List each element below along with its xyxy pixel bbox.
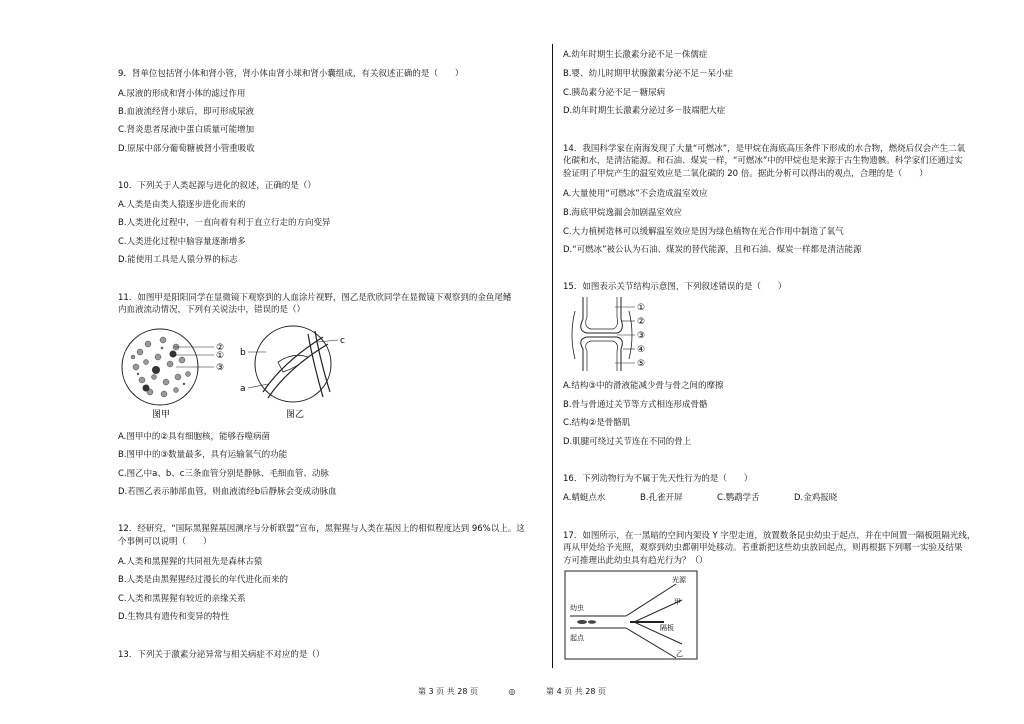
figure-b-label: 图乙	[286, 410, 305, 420]
figure-b-mark-c: c	[340, 336, 345, 346]
figure-a-mark-2: ②	[216, 343, 225, 353]
label-start: 起点	[570, 634, 584, 642]
question-13-option-a: A.幼年时期生长激素分泌不足－侏儒症	[563, 50, 708, 60]
figure-b-mark-b: b	[240, 348, 246, 358]
question-12-option-b: B.人类是由黑猩猩经过漫长的年代进化而来的	[118, 575, 289, 585]
question-11-figures	[118, 322, 358, 424]
question-9-option-d: D.原尿中部分葡萄糖被肾小管重吸收	[118, 144, 255, 154]
figure-a-mark-3: ③	[216, 363, 225, 373]
figure-b-mark-a: a	[240, 384, 246, 394]
question-17-stem-line-2: 再从甲处给予光照，观察到幼虫都朝甲处移动。若重新把这些幼虫放回起点，则再根据下列哪一实验及结果	[563, 543, 963, 553]
question-11-option-b: B.图甲中的③数量最多，具有运输氧气的功能	[118, 450, 288, 460]
figure-b-tail-vessels	[240, 326, 345, 420]
question-16-stem: 16．下列动物行为不属于先天性行为的是（ ）	[563, 474, 753, 484]
question-10-option-c: C.人类进化过程中脑容量逐渐增多	[118, 237, 246, 247]
question-16-option-a: A.蜻蜓点水	[563, 493, 606, 503]
question-13-stem: 13．下列关于激素分泌异常与相关病症不对应的是（）	[118, 650, 325, 660]
question-10-option-a: A.人类是由类人猿逐步进化而来的	[118, 200, 246, 210]
question-14-stem-line-2: 化碳和水，是清洁能源。和石油、煤炭一样，“可燃冰”中的甲烷也是来源于古生物遗骸。科学家们还通过实	[563, 156, 963, 166]
question-12-stem-line-1: 12．经研究，“国际黑猩猩基因测序与分析联盟”宣布，黑猩猩与人类在基因上的相似程度达到 96%以上。这	[118, 524, 525, 534]
question-15-joint-figure	[565, 297, 675, 373]
question-12-stem-line-2: 个事例可以说明（ ）	[118, 537, 212, 547]
label-partition: 隔板	[660, 624, 674, 632]
question-9-option-a: A.尿液的形成和肾小体的滤过作用	[118, 89, 246, 99]
column-divider	[552, 44, 553, 668]
question-11-option-c: C.图乙中a、b、c三条血管分别是静脉、毛细血管、动脉	[118, 469, 329, 479]
question-15-option-d: D.肌腱可绕过关节连在不同的骨上	[563, 437, 692, 447]
joint-mark-4: ④	[637, 345, 646, 355]
question-10-option-d: D.能使用工具是人猿分界的标志	[118, 255, 238, 265]
question-16-option-d: D.金鸡报晓	[794, 493, 838, 503]
joint-mark-5: ⑤	[637, 359, 646, 369]
question-14-option-a: A.大量使用“可燃冰”不会造成温室效应	[563, 189, 708, 199]
footer-page-right: 第 4 页 共 28 页	[546, 687, 607, 696]
question-10-option-b: B.人类进化过程中，一直向着有利于直立行走的方向变异	[118, 218, 331, 228]
footer-symbol: ◎	[508, 687, 516, 696]
question-11-option-a: A.图甲中的②具有细胞核，能够吞噬病菌	[118, 432, 270, 442]
question-13-option-d: D.幼年时期生长激素分泌过多－肢端肥大症	[563, 106, 726, 116]
question-17-y-maze-figure	[564, 570, 704, 662]
joint-mark-3: ③	[637, 331, 646, 341]
question-10-stem: 10．下列关于人类起源与进化的叙述，正确的是（）	[118, 181, 316, 191]
label-larva: 幼虫	[570, 604, 584, 612]
figure-a-blood-smear	[122, 329, 224, 420]
question-11-option-d: D.若图乙表示肺部血管，则血液流经b后静脉会变成动脉血	[118, 487, 337, 497]
question-13-option-b: B.婴、幼儿时期甲状腺激素分泌不足－呆小症	[563, 69, 734, 79]
question-14-stem-line-1: 14．我国科学家在南海发现了大量“可燃冰”，是甲烷在海底高压条件下形成的水合物，燃烧后仅会产生二氧	[563, 144, 966, 154]
question-15-option-a: A.结构③中的滑液能减少骨与骨之间的摩擦	[563, 381, 724, 391]
question-15-option-c: C.结构②是骨骼肌	[563, 418, 631, 428]
footer-page-left: 第 3 页 共 28 页	[417, 687, 478, 696]
question-9-stem: 9．肾单位包括肾小体和肾小管，肾小体由肾小球和肾小囊组成，有关叙述正确的是（ ）	[118, 69, 464, 79]
label-yi: 乙	[676, 650, 683, 658]
question-14-option-b: B.海底甲烷逸漏会加剧温室效应	[563, 208, 683, 218]
question-11-stem-line-1: 11．如图甲是阳阳同学在显微镜下观察到的人血涂片视野，图乙是欣欣同学在显微镜下观察到的金鱼尾鳍	[118, 293, 512, 303]
figure-a-label: 图甲	[152, 410, 171, 420]
question-16-option-b: B.孔雀开屏	[640, 493, 683, 503]
question-9-option-c: C.肾炎患者尿液中蛋白质量可能增加	[118, 125, 255, 135]
question-12-option-d: D.生物具有遗传和变异的特性	[118, 612, 230, 622]
question-12-option-a: A.人类和黑猩猩的共同祖先是森林古猿	[118, 557, 263, 567]
question-15-option-b: B.骨与骨通过关节等方式相连形成骨骼	[563, 400, 708, 410]
question-14-option-d: D.“可燃冰”被公认为石油、煤炭的替代能源，且和石油、煤炭一样都是清洁能源	[563, 245, 862, 255]
joint-mark-2: ②	[637, 317, 646, 327]
label-jia: 甲	[674, 598, 681, 606]
question-14-stem-line-3: 验证明了甲烷产生的温室效应是二氧化碳的 20 倍。据此分析可以得出的观点，合理的是（ ）	[563, 169, 928, 179]
question-9-option-b: B.血液流经肾小球后，即可形成尿液	[118, 107, 255, 117]
label-light-source: 光源	[672, 576, 686, 584]
question-17-stem-line-3: 方可推理出此幼虫具有趋光行为？（）	[563, 556, 708, 566]
question-16-option-c: C.鹦鹉学舌	[717, 493, 760, 503]
question-11-stem-line-2: 内血液流动情况，下列有关说法中，错误的是（）	[118, 305, 306, 315]
joint-mark-1: ①	[637, 303, 646, 313]
figure-a-mark-1: ①	[216, 351, 225, 361]
question-15-stem: 15．如图表示关节结构示意图，下列叙述错误的是（ ）	[563, 282, 787, 292]
question-14-option-c: C.大力植树造林可以缓解温室效应是因为绿色植物在光合作用中制造了氧气	[563, 227, 844, 237]
page-footer	[0, 686, 1024, 697]
question-13-option-c: C.胰岛素分泌不足－糖尿病	[563, 88, 666, 98]
question-12-option-c: C.人类和黑猩猩有较近的亲缘关系	[118, 594, 246, 604]
question-17-stem-line-1: 17．如图所示，在一黑暗的空间内架设 Y 字型走道，放置数条昆虫幼虫于起点，并在中间置一隔板阻隔光线，	[563, 531, 976, 541]
